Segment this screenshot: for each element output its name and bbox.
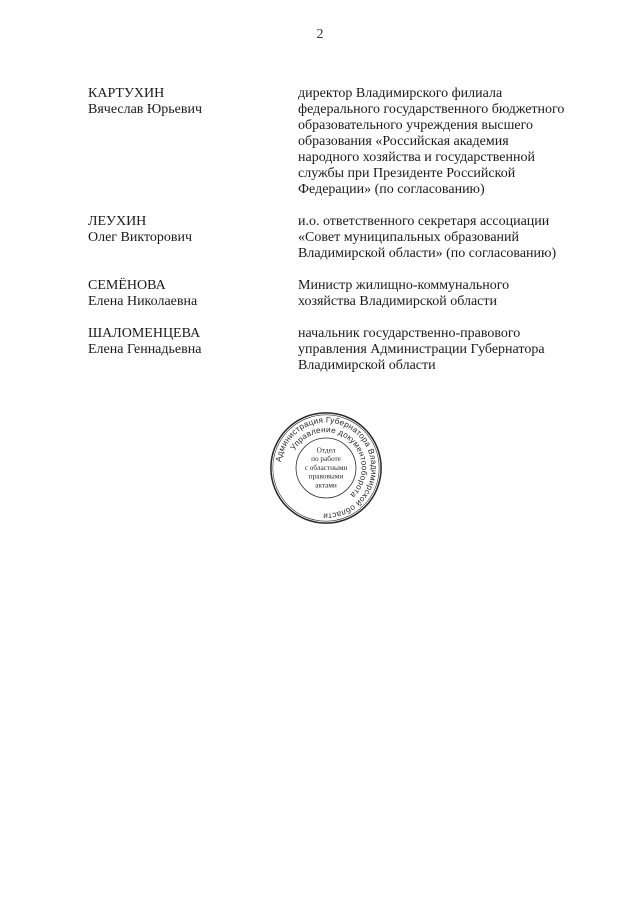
position-line: Владимирской области» (по согласованию)	[298, 246, 557, 261]
member-entry	[88, 214, 588, 262]
position-line: службы при Президенте Российской	[298, 166, 516, 181]
member-position	[298, 214, 588, 262]
position-line: Министр жилищно-коммунального	[298, 278, 510, 293]
stamp-inner-line: Отдел	[316, 446, 336, 455]
position-line: «Совет муниципальных образований	[298, 230, 520, 245]
member-surname: СЕМЁНОВА	[88, 278, 166, 293]
member-position	[298, 326, 588, 374]
member-surname: ЛЕУХИН	[88, 214, 147, 229]
position-line: образовательного учреждения высшего	[298, 118, 533, 133]
position-line: начальник государственно-правового	[298, 326, 521, 341]
member-given-names: Елена Николаевна	[88, 294, 198, 309]
position-line: народного хозяйства и государственной	[298, 150, 535, 165]
stamp-inner-line: актами	[315, 481, 337, 490]
stamp-inner-line: по работе	[311, 455, 341, 464]
member-surname: КАРТУХИН	[88, 86, 165, 101]
member-position	[298, 86, 588, 198]
official-stamp	[268, 410, 384, 526]
position-line: хозяйства Владимирской области	[298, 294, 498, 309]
member-given-names: Олег Викторович	[88, 230, 193, 245]
stamp-outer-text: Администрация Губернатора Владимирской области	[273, 415, 379, 521]
position-line: Владимирской области	[298, 358, 436, 373]
member-given-names: Вячеслав Юрьевич	[88, 102, 203, 117]
stamp-middle-text: Управление документооборота	[288, 425, 369, 500]
member-surname: ШАЛОМЕНЦЕВА	[88, 326, 201, 341]
member-list	[88, 86, 588, 390]
member-entry	[88, 86, 588, 198]
page-number: 2	[316, 27, 324, 42]
member-given-names: Елена Геннадьевна	[88, 342, 202, 357]
position-line: Федерации» (по согласованию)	[298, 182, 485, 197]
position-line: федерального государственного бюджетного	[298, 102, 565, 117]
position-line: образования «Российская академия	[298, 134, 509, 149]
member-entry	[88, 278, 588, 310]
member-name	[88, 326, 298, 374]
member-name	[88, 86, 298, 198]
stamp-inner-line: правовыми	[308, 472, 344, 481]
member-position	[298, 278, 588, 310]
stamp-inner-line: с областными	[304, 463, 348, 472]
member-name	[88, 278, 298, 310]
position-line: управления Администрации Губернатора	[298, 342, 545, 357]
position-line: и.о. ответственного секретаря ассоциации	[298, 214, 550, 229]
member-entry	[88, 326, 588, 374]
position-line: директор Владимирского филиала	[298, 86, 503, 101]
stamp-seal-icon	[268, 410, 384, 526]
member-name	[88, 214, 298, 262]
